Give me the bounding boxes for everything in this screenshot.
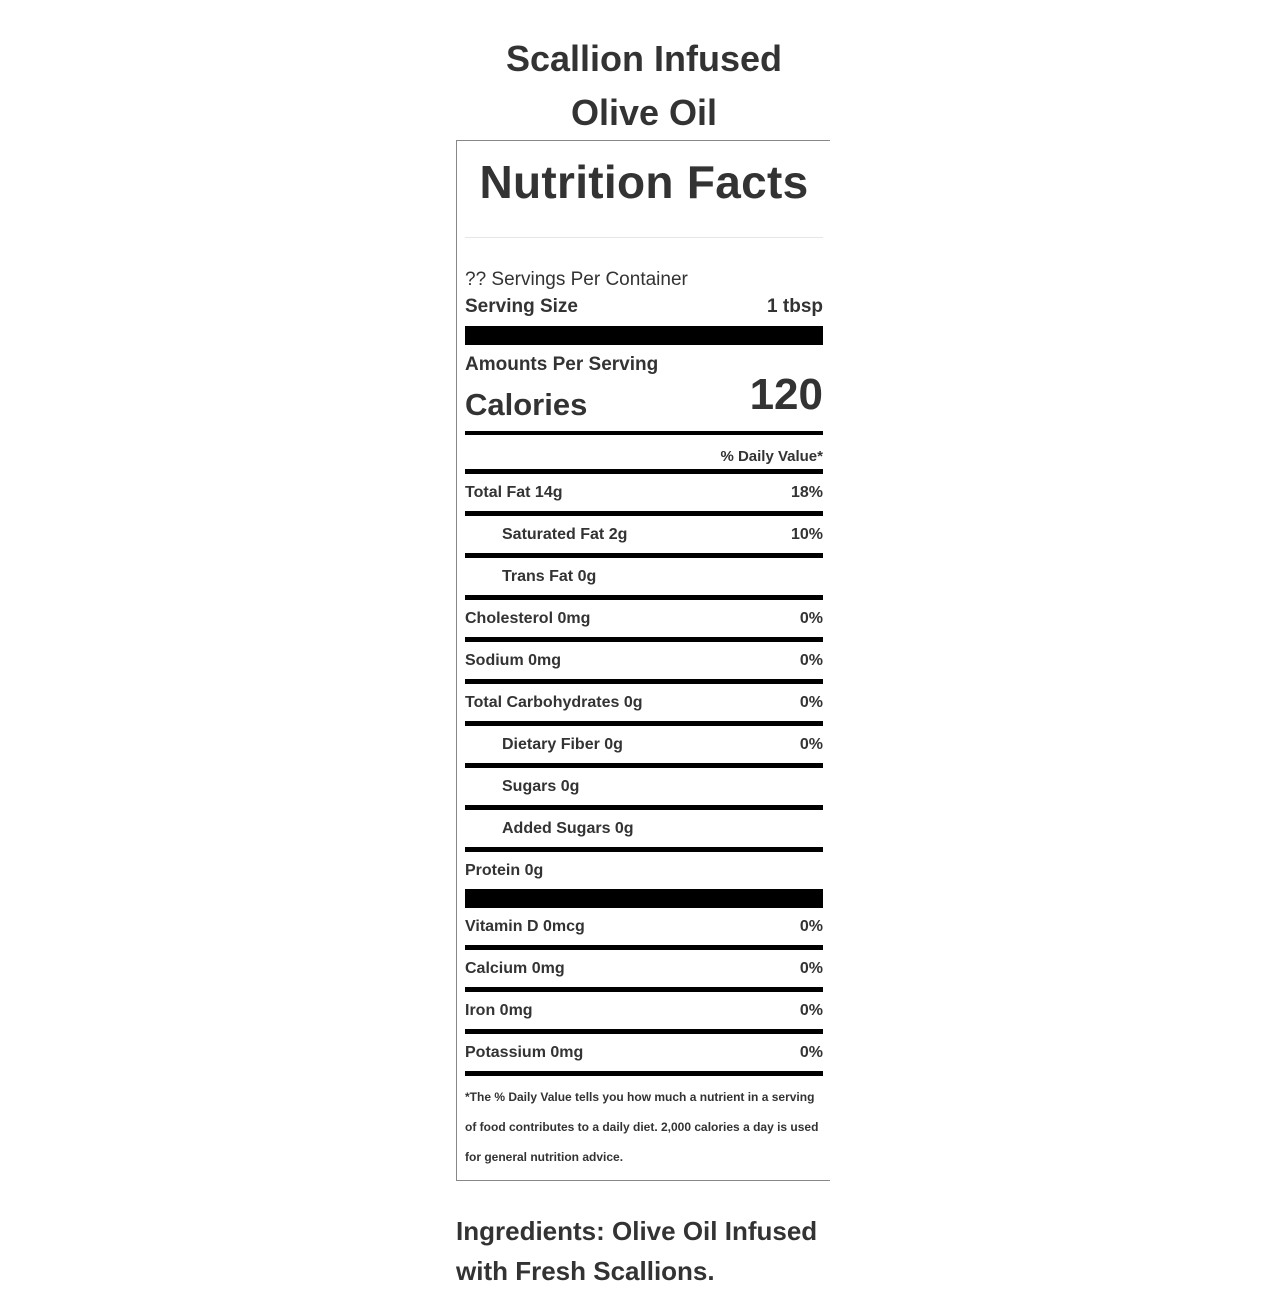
nutrient-row-trans-fat: [465, 558, 823, 600]
nutrition-label-page: [456, 32, 830, 1291]
ingredients-text: Ingredients: Olive Oil Infused with Fresh Scallions.: [456, 1216, 818, 1286]
vitamin-name: Iron 0mg: [465, 1001, 533, 1019]
calories-label: Calories: [465, 387, 588, 422]
nutrient-name: Cholesterol 0mg: [465, 609, 591, 627]
nutrient-name: Dietary Fiber 0g: [502, 735, 623, 753]
nutrient-row-total-fat: [465, 474, 823, 516]
nutrient-row-protein: [465, 852, 823, 889]
nutrient-name: Sodium 0mg: [465, 651, 562, 669]
nutrient-row-total-carbohydrates: [465, 684, 823, 726]
vitamin-name: Potassium 0mg: [465, 1043, 584, 1061]
vitamin-dv: 0%: [799, 1043, 823, 1061]
nutrient-dv: 18%: [790, 483, 823, 501]
vitamin-dv: 0%: [799, 1001, 823, 1019]
vitamin-row-vitamin-d: [465, 908, 823, 950]
daily-value-footnote: *The % Daily Value tells you how much a nutrient in a serving of food contributes to a daily diet. 2,000 calories a day is used for general nutrition advice.: [465, 1090, 819, 1164]
nutrient-row-cholesterol: [465, 600, 823, 642]
nutrient-name: Trans Fat 0g: [502, 567, 597, 585]
vitamin-dv: 0%: [799, 959, 823, 977]
nutrient-row-sugars: [465, 768, 823, 810]
nutrient-dv: 0%: [799, 693, 823, 711]
nutrient-dv: 0%: [799, 735, 823, 753]
vitamin-row-iron: [465, 992, 823, 1034]
nutrient-name: Saturated Fat 2g: [502, 525, 628, 543]
nutrient-name: Added Sugars 0g: [502, 819, 634, 837]
divider: [465, 237, 823, 238]
nutrient-row-added-sugars: [465, 810, 823, 852]
amounts-per-serving: Amounts Per Serving: [465, 354, 659, 375]
vitamin-name: Vitamin D 0mcg: [465, 917, 585, 935]
thick-divider: [465, 326, 823, 345]
nutrient-name: Total Fat 14g: [465, 483, 563, 501]
nutrient-dv: 0%: [799, 651, 823, 669]
nutrient-dv: 10%: [790, 525, 823, 543]
serving-size-value: 1 tbsp: [767, 296, 823, 317]
nutrient-row-sodium: [465, 642, 823, 684]
nutrient-row-saturated-fat: [465, 516, 823, 558]
nutrition-facts-heading: Nutrition Facts: [479, 156, 809, 208]
nutrient-row-dietary-fiber: [465, 726, 823, 768]
vitamin-row-potassium: [465, 1034, 823, 1076]
product-title: Scallion Infused Olive Oil: [505, 38, 783, 133]
nutrient-name: Protein 0g: [465, 861, 544, 879]
vitamin-name: Calcium 0mg: [465, 959, 565, 977]
nutrient-name: Sugars 0g: [502, 777, 580, 795]
vitamin-row-calcium: [465, 950, 823, 992]
daily-value-header: % Daily Value*: [720, 448, 823, 465]
nutrient-dv: 0%: [799, 609, 823, 627]
serving-size-label: Serving Size: [465, 296, 578, 317]
nutrient-name: Total Carbohydrates 0g: [465, 693, 643, 711]
calories-row: [465, 370, 823, 425]
calories-value: 120: [749, 370, 823, 419]
serving-size-row: [465, 294, 823, 320]
servings-per-container: ?? Servings Per Container: [465, 269, 688, 290]
vitamin-dv: 0%: [799, 917, 823, 935]
nutrition-facts-panel: [456, 140, 830, 1181]
thick-divider: [465, 889, 823, 908]
medium-divider: [465, 431, 823, 435]
